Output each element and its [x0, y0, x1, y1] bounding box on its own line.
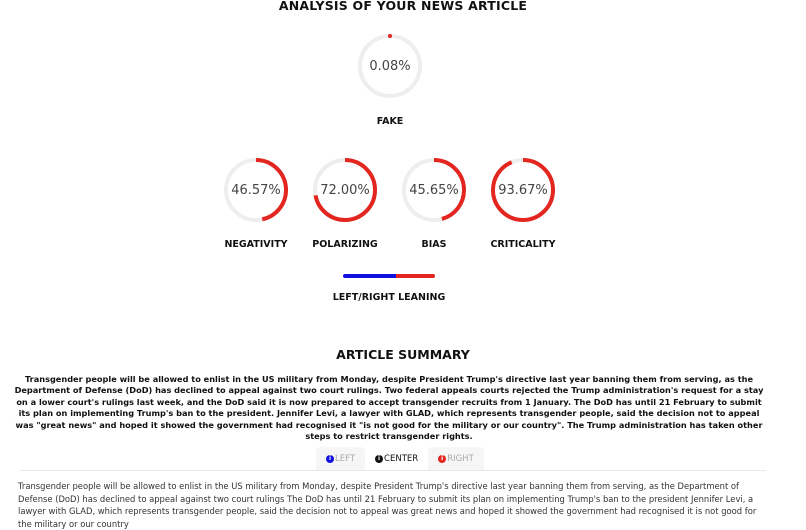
gauge-label: FAKE	[376, 116, 404, 127]
tab-label: LEFT	[335, 453, 356, 464]
info-icon: i	[438, 455, 446, 463]
info-icon: i	[375, 455, 383, 463]
gauge-label: POLARIZING	[312, 239, 378, 250]
page-title: ANALYSIS OF YOUR NEWS ARTICLE	[278, 0, 528, 13]
leaning-label: LEFT/RIGHT LEANING	[332, 292, 446, 303]
left-right-leaning-bar	[343, 274, 435, 278]
right-leaning-segment	[396, 274, 435, 278]
tab-content-text: Transgender people will be allowed to enlist in the US military from Monday, despite President Trump's directive last year banning them from serving, as the Department of Defense (DoD) has declined to appeal against two court rulings The DoD has until 21 February to submit its plan on implementing Trump's ban to the president Jennifer Levi, a lawyer with GLAD, which represents transgender people, said the decision not to appeal was great news and hoped it showed the government had recognised it is not good for the military or our country	[18, 481, 757, 529]
gauge-value: 93.67%	[498, 182, 548, 198]
tab-left[interactable]	[316, 447, 365, 470]
gauge-value: 0.08%	[369, 58, 411, 74]
gauge-value: 72.00%	[320, 182, 370, 198]
gauge-label: CRITICALITY	[490, 239, 556, 250]
tab-label: RIGHT	[447, 453, 474, 464]
gauge-value: 45.65%	[409, 182, 459, 198]
gauge-bias	[400, 156, 468, 224]
tab-center[interactable]	[365, 447, 428, 470]
tab-divider	[20, 470, 766, 471]
gauge-polarizing	[311, 156, 379, 224]
gauge-label: NEGATIVITY	[224, 239, 288, 250]
tab-right[interactable]	[428, 447, 484, 470]
summary-text: Transgender people will be allowed to enlist in the US military from Monday, despite President Trump's directive last year banning them from serving, as the Department of Defense (DoD) has declined to appeal against two court rulings. Two federal appeals courts rejected the Trump administration's request for a stay on a lower court's rulings last week, and the DoD said it is now prepared to accept transgender recruits from 1 January. The DoD has until 21 February to submit its plan on implementing Trump's ban to the president. Jennifer Levi, a lawyer with GLAD, which represents transgender people, said the decision not to appeal was "great news" and hoped it showed the government had recognised it "is not good for the military or our country". The Trump administration has taken other steps to restrict transgender rights.	[14, 374, 764, 442]
info-icon: i	[326, 455, 334, 463]
gauge-label: BIAS	[421, 239, 447, 250]
perspective-tabs	[316, 447, 484, 470]
gauge-criticality	[489, 156, 557, 224]
gauge-negativity	[222, 156, 290, 224]
left-leaning-segment	[343, 274, 396, 278]
gauge-value: 46.57%	[231, 182, 281, 198]
tab-label: CENTER	[384, 453, 419, 464]
summary-title: ARTICLE SUMMARY	[336, 347, 470, 362]
gauge-fake	[356, 32, 424, 100]
